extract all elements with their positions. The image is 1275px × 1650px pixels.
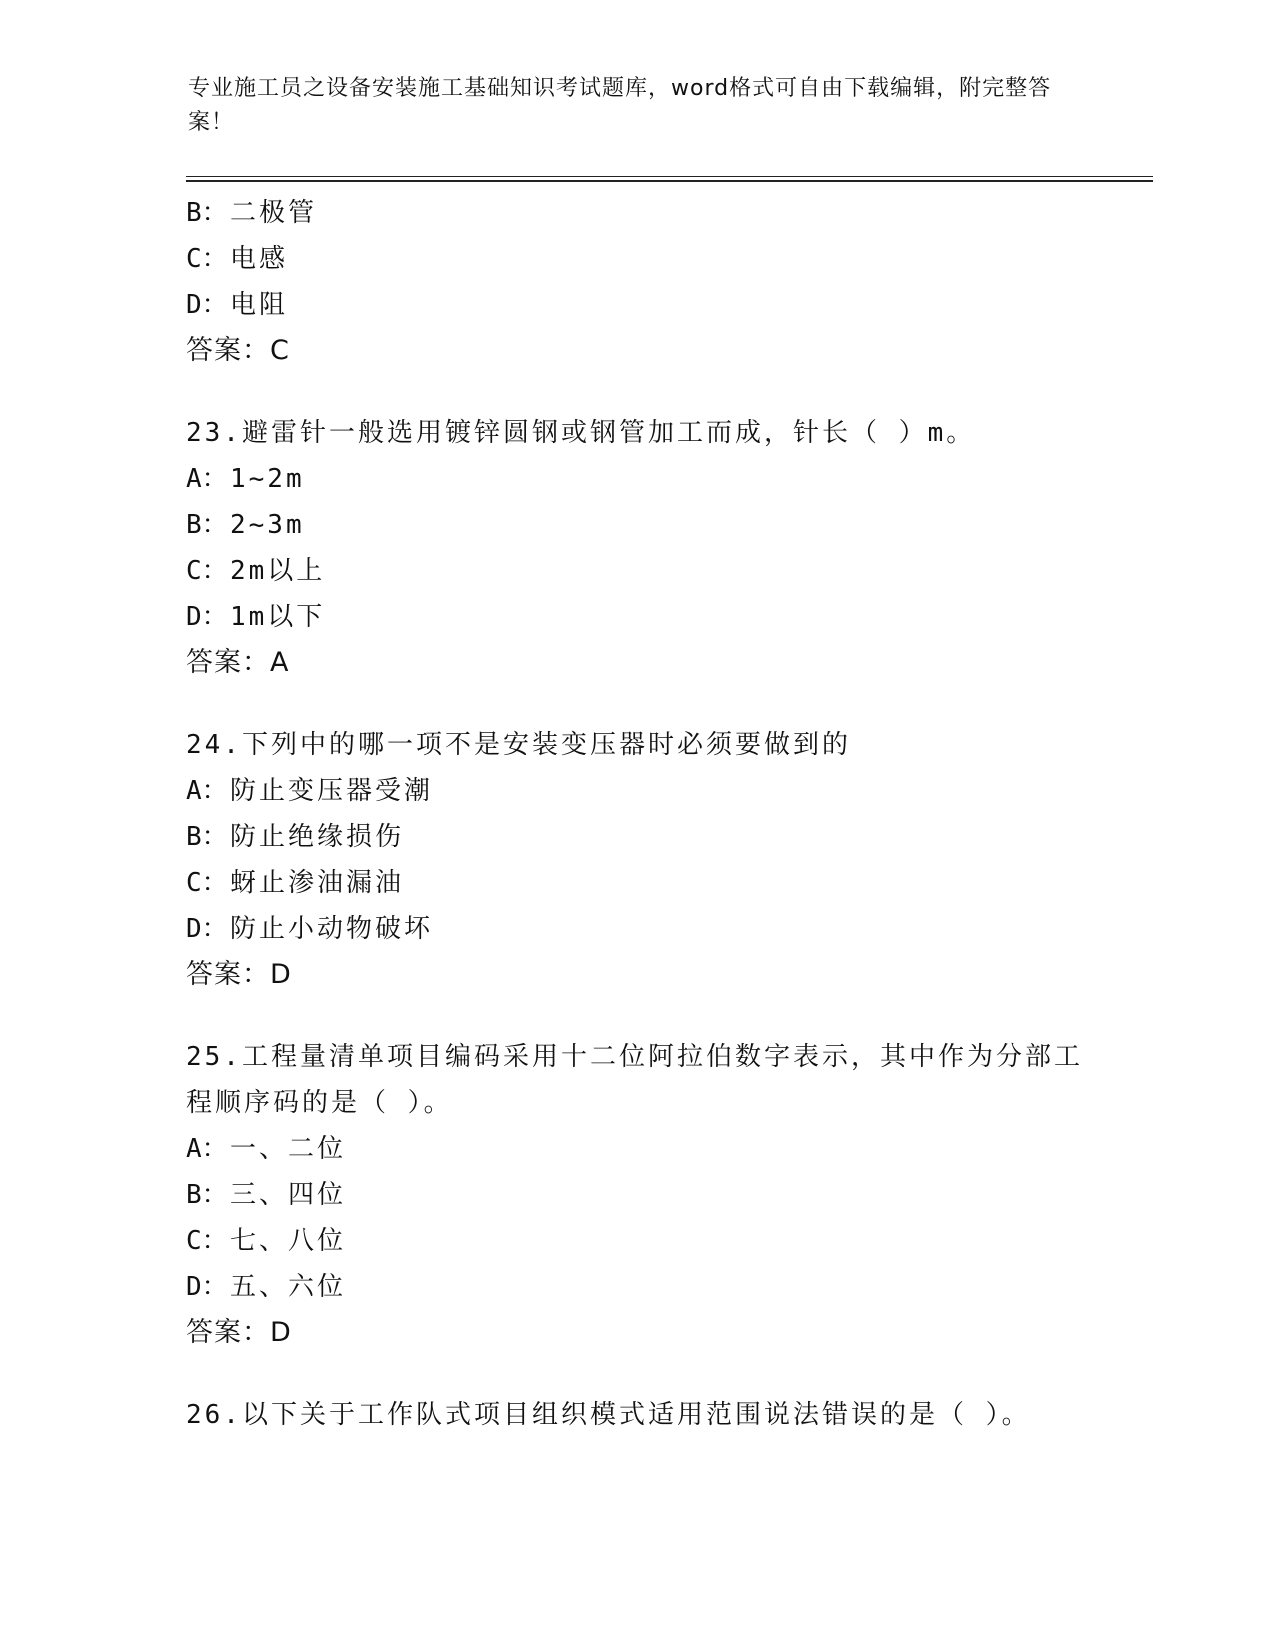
document-header: 专业施工员之设备安装施工基础知识考试题库，word格式可自由下载编辑，附完整答案！ [188,76,1052,135]
option-d: D：电阻 [186,290,289,320]
answer-line: 答案：D [186,959,292,990]
option-d: D：防止小动物破坏 [186,914,434,944]
option-d: D：1m以下 [186,602,326,632]
question-23 [186,410,1086,686]
option-c: C：七、八位 [186,1226,347,1256]
question-24 [186,722,1086,998]
option-b: B：二极管 [186,198,318,228]
option-c: C：2m以上 [186,556,326,586]
option-d: D：五、六位 [186,1272,347,1302]
question-text: 26.以下关于工作队式项目组织模式适用范围说法错误的是（ ）。 [186,1400,1031,1430]
header-rule-thin [186,176,1153,177]
answer-line: 答案：D [186,1317,292,1348]
question-26 [186,1392,1086,1438]
answer-line: 答案：A [186,647,290,678]
option-a: A：一、二位 [186,1134,347,1164]
option-c: C：电感 [186,244,289,274]
option-b: B：三、四位 [186,1180,347,1210]
header-rule-thick [186,180,1153,182]
option-a: A：1~2m [186,464,305,494]
answer-line: 答案：C [186,335,290,366]
option-b: B：防止绝缘损伤 [186,822,405,852]
question-22-fragment [186,190,1086,374]
question-text: 23.避雷针一般选用镀锌圆钢或钢管加工而成，针长（ ）m。 [186,418,976,448]
question-content [186,190,1086,1438]
question-25 [186,1034,1086,1356]
question-text: 25.工程量清单项目编码采用十二位阿拉伯数字表示，其中作为分部工程顺序码的是（ ）。 [186,1042,1083,1118]
question-text: 24.下列中的哪一项不是安装变压器时必须要做到的 [186,730,851,760]
option-c: C：蚜止渗油漏油 [186,868,405,898]
option-b: B：2~3m [186,510,305,540]
option-a: A：防止变压器受潮 [186,776,434,806]
